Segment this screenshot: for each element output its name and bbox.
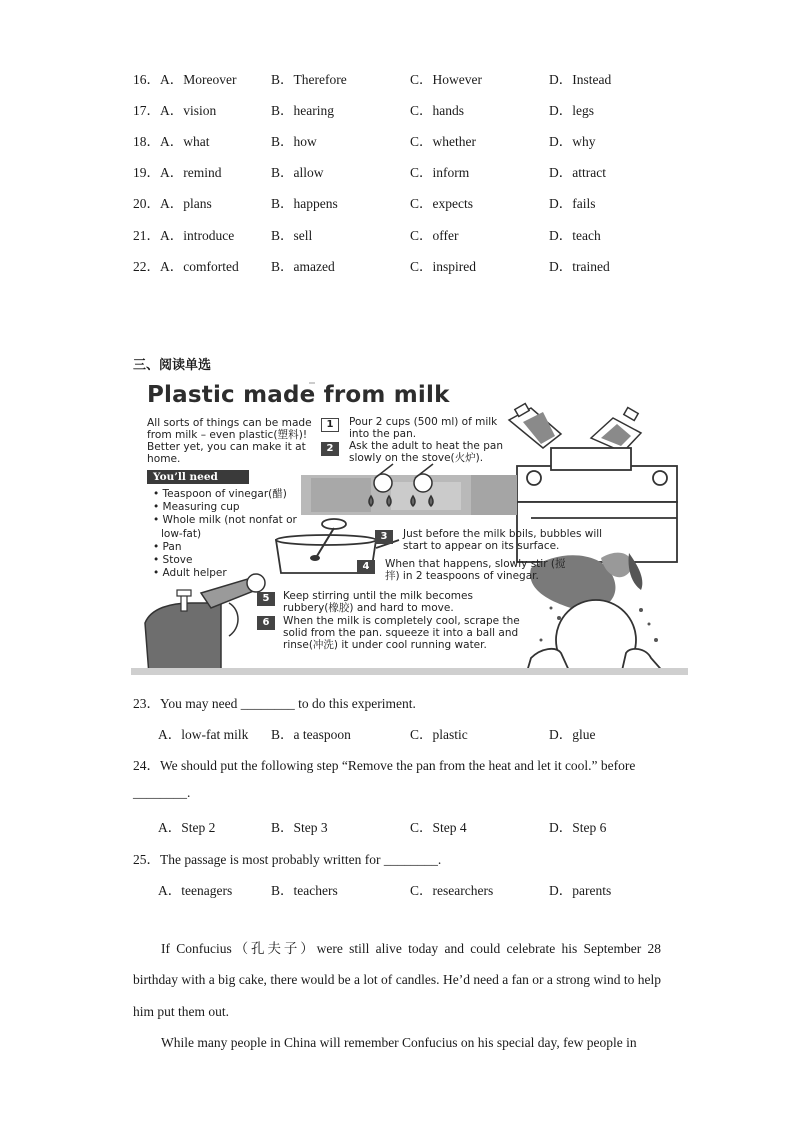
step-number: 6 bbox=[257, 616, 275, 630]
option-d[interactable]: D．glue bbox=[549, 727, 596, 742]
option-a[interactable]: A．comforted bbox=[160, 259, 239, 274]
option-d[interactable]: D．legs bbox=[549, 103, 594, 118]
passage-paragraph-1: If Confucius（孔夫子）were still alive today and could celebrate his September 28 birthday with a big cake, there would be a lot of candles. He’d need a fan or a strong wind to help him put them out. bbox=[133, 941, 661, 1019]
question-20-options bbox=[133, 192, 673, 212]
option-a[interactable]: A．Step 2 bbox=[158, 820, 216, 835]
option-b[interactable]: B．Therefore bbox=[271, 72, 347, 87]
option-c[interactable]: C．inspired bbox=[410, 259, 476, 274]
option-d[interactable]: D．attract bbox=[549, 165, 606, 180]
milk-ball-icon bbox=[526, 600, 666, 675]
question-23-options bbox=[158, 723, 678, 743]
option-d[interactable]: D．Step 6 bbox=[549, 820, 607, 835]
materials-list bbox=[153, 488, 313, 580]
option-a[interactable]: A．vision bbox=[160, 103, 217, 118]
list-item: • Stove bbox=[153, 554, 193, 567]
option-a[interactable]: A．low-fat milk bbox=[158, 727, 249, 742]
option-d[interactable]: D．Instead bbox=[549, 72, 612, 87]
step-number: 5 bbox=[257, 592, 275, 606]
option-a[interactable]: A．Moreover bbox=[160, 72, 237, 87]
question-17-options bbox=[133, 99, 673, 119]
option-d[interactable]: D．teach bbox=[549, 228, 601, 243]
step-text: When the milk is completely cool, scrape the solid from the pan. squeeze it into a ball and rinse(冲洗) it under cool running water. bbox=[283, 615, 520, 652]
poster-title: Plastic made from milk bbox=[147, 382, 450, 408]
step-text: Pour 2 cups (500 ml) of milk into the pan. bbox=[349, 416, 498, 441]
option-b[interactable]: B．amazed bbox=[271, 259, 335, 274]
question-22-options bbox=[133, 255, 673, 275]
list-item: • Teaspoon of vinegar(醋) bbox=[153, 488, 287, 500]
option-a[interactable]: A．plans bbox=[160, 196, 212, 211]
option-c[interactable]: C．Step 4 bbox=[410, 820, 467, 835]
step-number: 4 bbox=[357, 560, 375, 574]
option-a[interactable]: A．teenagers bbox=[158, 883, 233, 898]
option-d[interactable]: D．parents bbox=[549, 883, 612, 898]
option-b[interactable]: B．teachers bbox=[271, 883, 338, 898]
option-c[interactable]: C．However bbox=[410, 72, 482, 87]
option-b[interactable]: B．happens bbox=[271, 196, 338, 211]
question-18-options bbox=[133, 130, 673, 150]
option-b[interactable]: B．how bbox=[271, 134, 317, 149]
step-text: Ask the adult to heat the pan slowly on the stove(火炉). bbox=[349, 440, 503, 465]
option-b[interactable]: B．Step 3 bbox=[271, 820, 328, 835]
step-number: 1 bbox=[321, 418, 339, 432]
step-text: Just before the milk boils, bubbles will start to appear on its surface. bbox=[403, 528, 603, 553]
step-number: 3 bbox=[375, 530, 393, 544]
list-item: • Adult helper bbox=[153, 567, 227, 580]
option-d[interactable]: D．why bbox=[549, 134, 596, 149]
option-a[interactable]: A．remind bbox=[160, 165, 222, 180]
adult-helper-icon bbox=[145, 574, 265, 675]
question-number: 22． bbox=[133, 259, 160, 274]
option-c[interactable]: C．inform bbox=[410, 165, 470, 180]
question-24-stem: 24．We should put the following step “Remove the pan from the heat and let it cool.” before bbox=[133, 758, 636, 773]
section-title: 三、阅读单选 bbox=[133, 358, 212, 373]
option-b[interactable]: B．sell bbox=[271, 228, 313, 243]
question-number: 17． bbox=[133, 103, 160, 118]
option-c[interactable]: C．expects bbox=[410, 196, 473, 211]
question-number: 19． bbox=[133, 165, 160, 180]
option-a[interactable]: A．what bbox=[160, 134, 210, 149]
question-23-stem: 23．You may need ________ to do this experiment. bbox=[133, 696, 416, 711]
step-number: 2 bbox=[321, 442, 339, 456]
option-b[interactable]: B．hearing bbox=[271, 103, 334, 118]
option-b[interactable]: B．a teaspoon bbox=[271, 727, 351, 742]
option-d[interactable]: D．fails bbox=[549, 196, 596, 211]
you-need-label: You’ll need bbox=[147, 470, 249, 484]
list-item: • Measuring cup bbox=[153, 501, 240, 514]
question-16-options bbox=[133, 68, 673, 88]
option-c[interactable]: C．plastic bbox=[410, 727, 468, 742]
option-c[interactable]: C．whether bbox=[410, 134, 476, 149]
list-item: • Whole milk (not nonfat or low-fat) bbox=[153, 514, 297, 540]
option-d[interactable]: D．trained bbox=[549, 259, 610, 274]
question-24-stem-continued: ________. bbox=[133, 785, 191, 800]
question-number: 18． bbox=[133, 134, 160, 149]
question-21-options bbox=[133, 224, 673, 244]
question-24-options bbox=[158, 816, 678, 836]
plastic-milk-poster bbox=[131, 378, 688, 675]
poster-intro: All sorts of things can be made from milk – even plastic(塑料)! Better yet, you can make it at home. bbox=[147, 417, 312, 465]
step-text: When that happens, slowly stir (搅拌) in 2 teaspoons of vinegar. bbox=[385, 558, 566, 583]
question-number: 20． bbox=[133, 196, 160, 211]
question-19-options bbox=[133, 161, 673, 181]
option-c[interactable]: C．hands bbox=[410, 103, 464, 118]
step-text: Keep stirring until the milk becomes rubbery(橡胶) and hard to move. bbox=[283, 590, 473, 615]
option-c[interactable]: C．offer bbox=[410, 228, 459, 243]
list-item: • Pan bbox=[153, 540, 182, 553]
option-c[interactable]: C．researchers bbox=[410, 883, 494, 898]
question-25-options bbox=[158, 879, 678, 899]
option-a: 16． bbox=[133, 72, 160, 87]
question-number: 21． bbox=[133, 228, 160, 243]
question-25-stem: 25．The passage is most probably written for ________. bbox=[133, 852, 442, 867]
passage-paragraph-2: While many people in China will remember Confucius on his special day, few people in bbox=[161, 1035, 637, 1050]
option-b[interactable]: B．allow bbox=[271, 165, 324, 180]
option-a[interactable]: A．introduce bbox=[160, 228, 235, 243]
